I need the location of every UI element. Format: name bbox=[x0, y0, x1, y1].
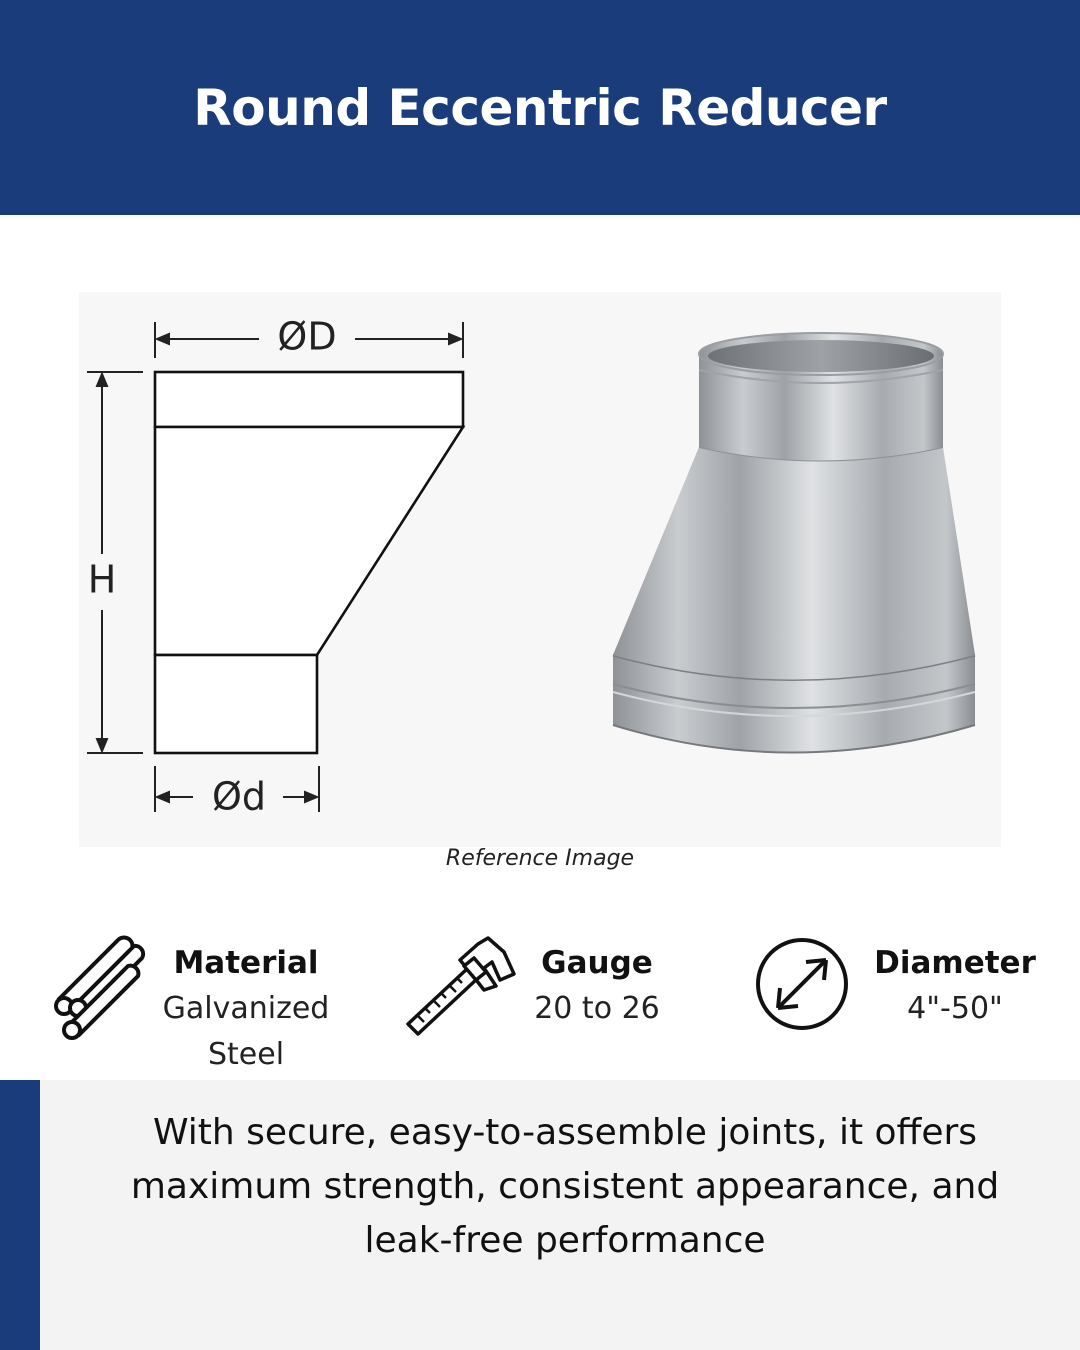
spec-material-value-line2: Steel bbox=[207, 1037, 285, 1072]
spec-diameter-title: Diameter bbox=[874, 945, 1036, 981]
label-top-diameter: ØD bbox=[277, 314, 337, 359]
spec-gauge-text bbox=[520, 940, 674, 1032]
footer-description bbox=[80, 1106, 1050, 1268]
footer-line-3: leak-free performance bbox=[364, 1220, 766, 1261]
spec-material-text bbox=[136, 940, 356, 1078]
figure-drawing bbox=[79, 292, 1001, 847]
footer-panel bbox=[0, 1080, 1080, 1350]
caliper-icon bbox=[404, 932, 516, 1040]
label-bottom-diameter: Ød bbox=[211, 774, 267, 819]
reference-figure bbox=[79, 292, 1001, 847]
footer-line-2: maximum strength, consistent appearance, and bbox=[130, 1166, 1000, 1207]
spec-material-value-line1: Galvanized bbox=[162, 991, 330, 1026]
header-banner bbox=[0, 0, 1080, 215]
spec-gauge-title: Gauge bbox=[541, 945, 653, 981]
dimension-diagram bbox=[155, 372, 463, 753]
footer-line-1: With secure, easy-to-assemble joints, it offers bbox=[152, 1112, 978, 1153]
pipes-icon bbox=[38, 930, 148, 1044]
figure-caption: Reference Image bbox=[445, 846, 635, 871]
spec-diameter-value: 4"-50" bbox=[907, 991, 1003, 1026]
spec-diameter-text bbox=[870, 940, 1040, 1032]
page-title: Round Eccentric Reducer bbox=[193, 78, 887, 137]
reducer-product-image bbox=[613, 333, 975, 753]
diameter-icon bbox=[754, 936, 850, 1036]
footer-accent-bar bbox=[0, 1080, 40, 1350]
spec-gauge-value: 20 to 26 bbox=[534, 991, 660, 1026]
spec-material-title: Material bbox=[173, 945, 319, 981]
label-height: H bbox=[87, 557, 117, 602]
